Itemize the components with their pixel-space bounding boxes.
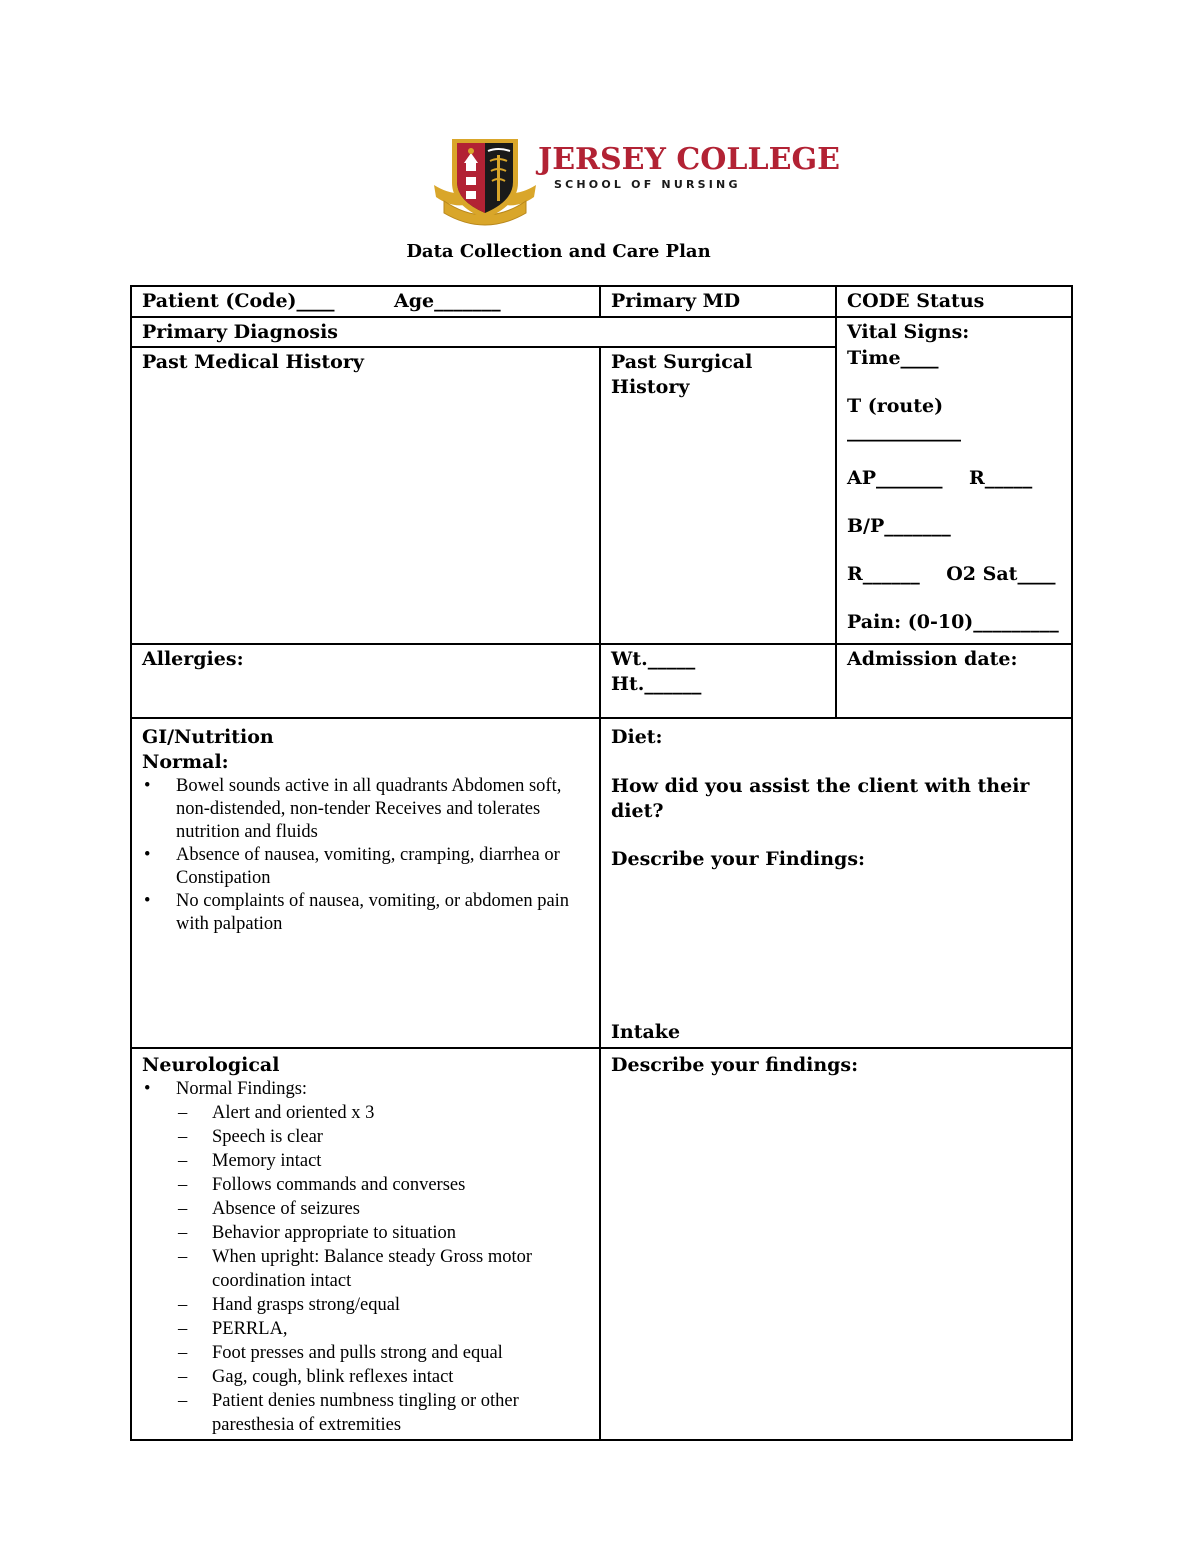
weight-label: Wt._____ <box>611 648 696 671</box>
vital-ap-r: AP_______ R_____ <box>847 467 1033 490</box>
gi-nutrition-cell[interactable] <box>131 718 600 1047</box>
care-plan-form <box>130 285 1073 1441</box>
jersey-college-logo <box>430 133 840 228</box>
height-label: Ht.______ <box>611 673 702 696</box>
list-item: • Bowel sounds active in all quadrants Abdomen soft, non-distended, non-tender Receives and tolerates nutrition and fluids <box>144 775 562 842</box>
gi-normal-list <box>142 775 589 936</box>
past-medical-history-cell[interactable]: Past Medical History <box>131 347 600 644</box>
vital-pain: Pain: (0-10)_________ <box>847 610 1059 633</box>
list-item: – Alert and oriented x 3 <box>178 1102 375 1123</box>
neuro-findings-list <box>142 1101 589 1437</box>
age-label: Age_______ <box>394 290 501 312</box>
list-item: • Absence of nausea, vomiting, cramping, diarrhea or Constipation <box>144 844 560 888</box>
list-item: – Memory intact <box>178 1150 322 1171</box>
list-item: • No complaints of nausea, vomiting, or abdomen pain with palpation <box>144 890 570 934</box>
list-item: – Hand grasps strong/equal <box>178 1294 401 1315</box>
gi-describe-findings-label: Describe your Findings: <box>611 848 866 871</box>
list-item: – Foot presses and pulls strong and equal <box>178 1342 503 1363</box>
list-item: – When upright: Balance steady Gross motor coordination intact <box>178 1246 533 1291</box>
diet-assist-question: How did you assist the client with their diet? <box>611 775 1030 822</box>
primary-diagnosis-cell[interactable]: Primary Diagnosis <box>131 317 836 348</box>
document-title: Data Collection and Care Plan <box>406 241 711 262</box>
vital-signs-cell[interactable] <box>836 317 1072 645</box>
gi-nutrition-title: GI/Nutrition <box>142 726 274 749</box>
list-item: – Gag, cough, blink reflexes intact <box>178 1366 454 1387</box>
diet-label: Diet: <box>611 726 663 749</box>
allergies-cell[interactable]: Allergies: <box>131 644 600 718</box>
code-status-cell[interactable]: CODE Status <box>836 286 1072 317</box>
vital-signs-label: Vital Signs: <box>847 320 970 343</box>
list-item: – PERRLA, <box>178 1318 288 1339</box>
vital-time: Time____ <box>847 347 939 370</box>
vital-temp: T (route) ____________ <box>847 395 961 442</box>
list-item: – Follows commands and converses <box>178 1174 466 1195</box>
list-item: – Patient denies numbness tingling or other paresthesia of extremities <box>178 1390 519 1435</box>
patient-cell[interactable] <box>131 286 600 317</box>
logo-subtitle: SCHOOL OF NURSING <box>554 178 741 191</box>
neuro-findings-cell[interactable]: Describe your findings: <box>600 1048 1072 1440</box>
vital-r-o2: R______ O2 Sat____ <box>847 562 1056 585</box>
admission-date-cell[interactable]: Admission date: <box>836 644 1072 718</box>
diet-cell[interactable] <box>600 718 1072 1047</box>
list-item: – Speech is clear <box>178 1126 323 1147</box>
weight-height-cell[interactable] <box>600 644 836 718</box>
gi-normal-label: Normal: <box>142 751 229 774</box>
list-item: • Normal Findings: <box>144 1078 308 1099</box>
vital-bp: B/P_______ <box>847 515 951 538</box>
list-item: – Behavior appropriate to situation <box>178 1222 457 1243</box>
list-item: – Absence of seizures <box>178 1198 360 1219</box>
past-surgical-history-cell[interactable]: Past Surgical History <box>600 347 836 644</box>
neurological-cell[interactable] <box>131 1048 600 1440</box>
intake-label: Intake <box>611 1021 681 1044</box>
neuro-normal-list <box>142 1078 589 1101</box>
logo-wordmark: JERSEY COLLEGE <box>538 142 840 177</box>
primary-md-cell[interactable]: Primary MD <box>600 286 836 317</box>
neurological-title: Neurological <box>142 1053 280 1076</box>
patient-code-label: Patient (Code)____ <box>142 290 335 312</box>
